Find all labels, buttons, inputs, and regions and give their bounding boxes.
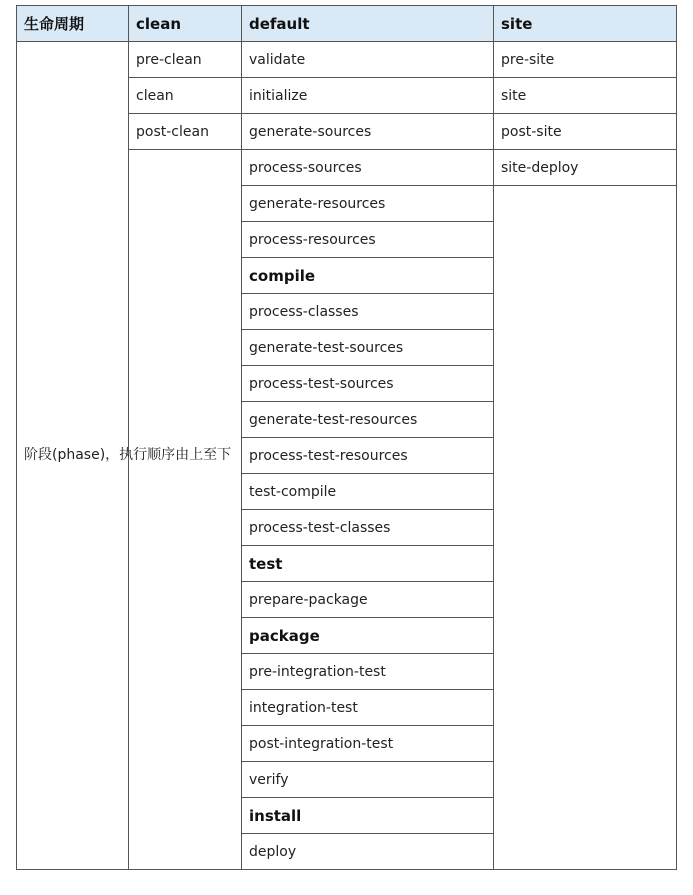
clean-phase-cell: pre-clean — [129, 42, 242, 78]
header-row — [17, 6, 677, 42]
header-site: site — [494, 6, 677, 42]
site-phase-cell: post-site — [494, 114, 677, 150]
default-phase-cell: generate-test-resources — [242, 402, 494, 438]
table-row — [17, 42, 677, 78]
default-phase-cell: prepare-package — [242, 582, 494, 618]
header-default: default — [242, 6, 494, 42]
default-phase-cell: generate-test-sources — [242, 330, 494, 366]
default-phase-cell: process-test-sources — [242, 366, 494, 402]
default-phase-cell: post-integration-test — [242, 726, 494, 762]
default-phase-cell: generate-sources — [242, 114, 494, 150]
default-phase-cell: pre-integration-test — [242, 654, 494, 690]
default-phase-cell: test — [242, 546, 494, 582]
header-lifecycle: 生命周期 — [17, 6, 129, 42]
default-phase-cell: generate-resources — [242, 186, 494, 222]
site-phase-cell: site — [494, 78, 677, 114]
clean-phase-cell: clean — [129, 78, 242, 114]
default-phase-cell: process-classes — [242, 294, 494, 330]
default-phase-cell: verify — [242, 762, 494, 798]
default-phase-cell: integration-test — [242, 690, 494, 726]
default-phase-cell: deploy — [242, 834, 494, 870]
table-body — [17, 42, 677, 870]
default-phase-cell: validate — [242, 42, 494, 78]
default-phase-cell: compile — [242, 258, 494, 294]
default-phase-cell: process-resources — [242, 222, 494, 258]
site-phase-cell: site-deploy — [494, 150, 677, 186]
phase-order-label: 阶段(phase)，执行顺序由上至下 — [17, 42, 129, 870]
default-phase-cell: install — [242, 798, 494, 834]
header-clean: clean — [129, 6, 242, 42]
default-phase-cell: process-sources — [242, 150, 494, 186]
default-phase-cell: process-test-resources — [242, 438, 494, 474]
lifecycle-table — [16, 5, 677, 870]
clean-phase-cell: post-clean — [129, 114, 242, 150]
default-phase-cell: test-compile — [242, 474, 494, 510]
clean-empty-cell — [129, 150, 242, 870]
default-phase-cell: initialize — [242, 78, 494, 114]
default-phase-cell: package — [242, 618, 494, 654]
default-phase-cell: process-test-classes — [242, 510, 494, 546]
site-empty-cell — [494, 186, 677, 870]
site-phase-cell: pre-site — [494, 42, 677, 78]
